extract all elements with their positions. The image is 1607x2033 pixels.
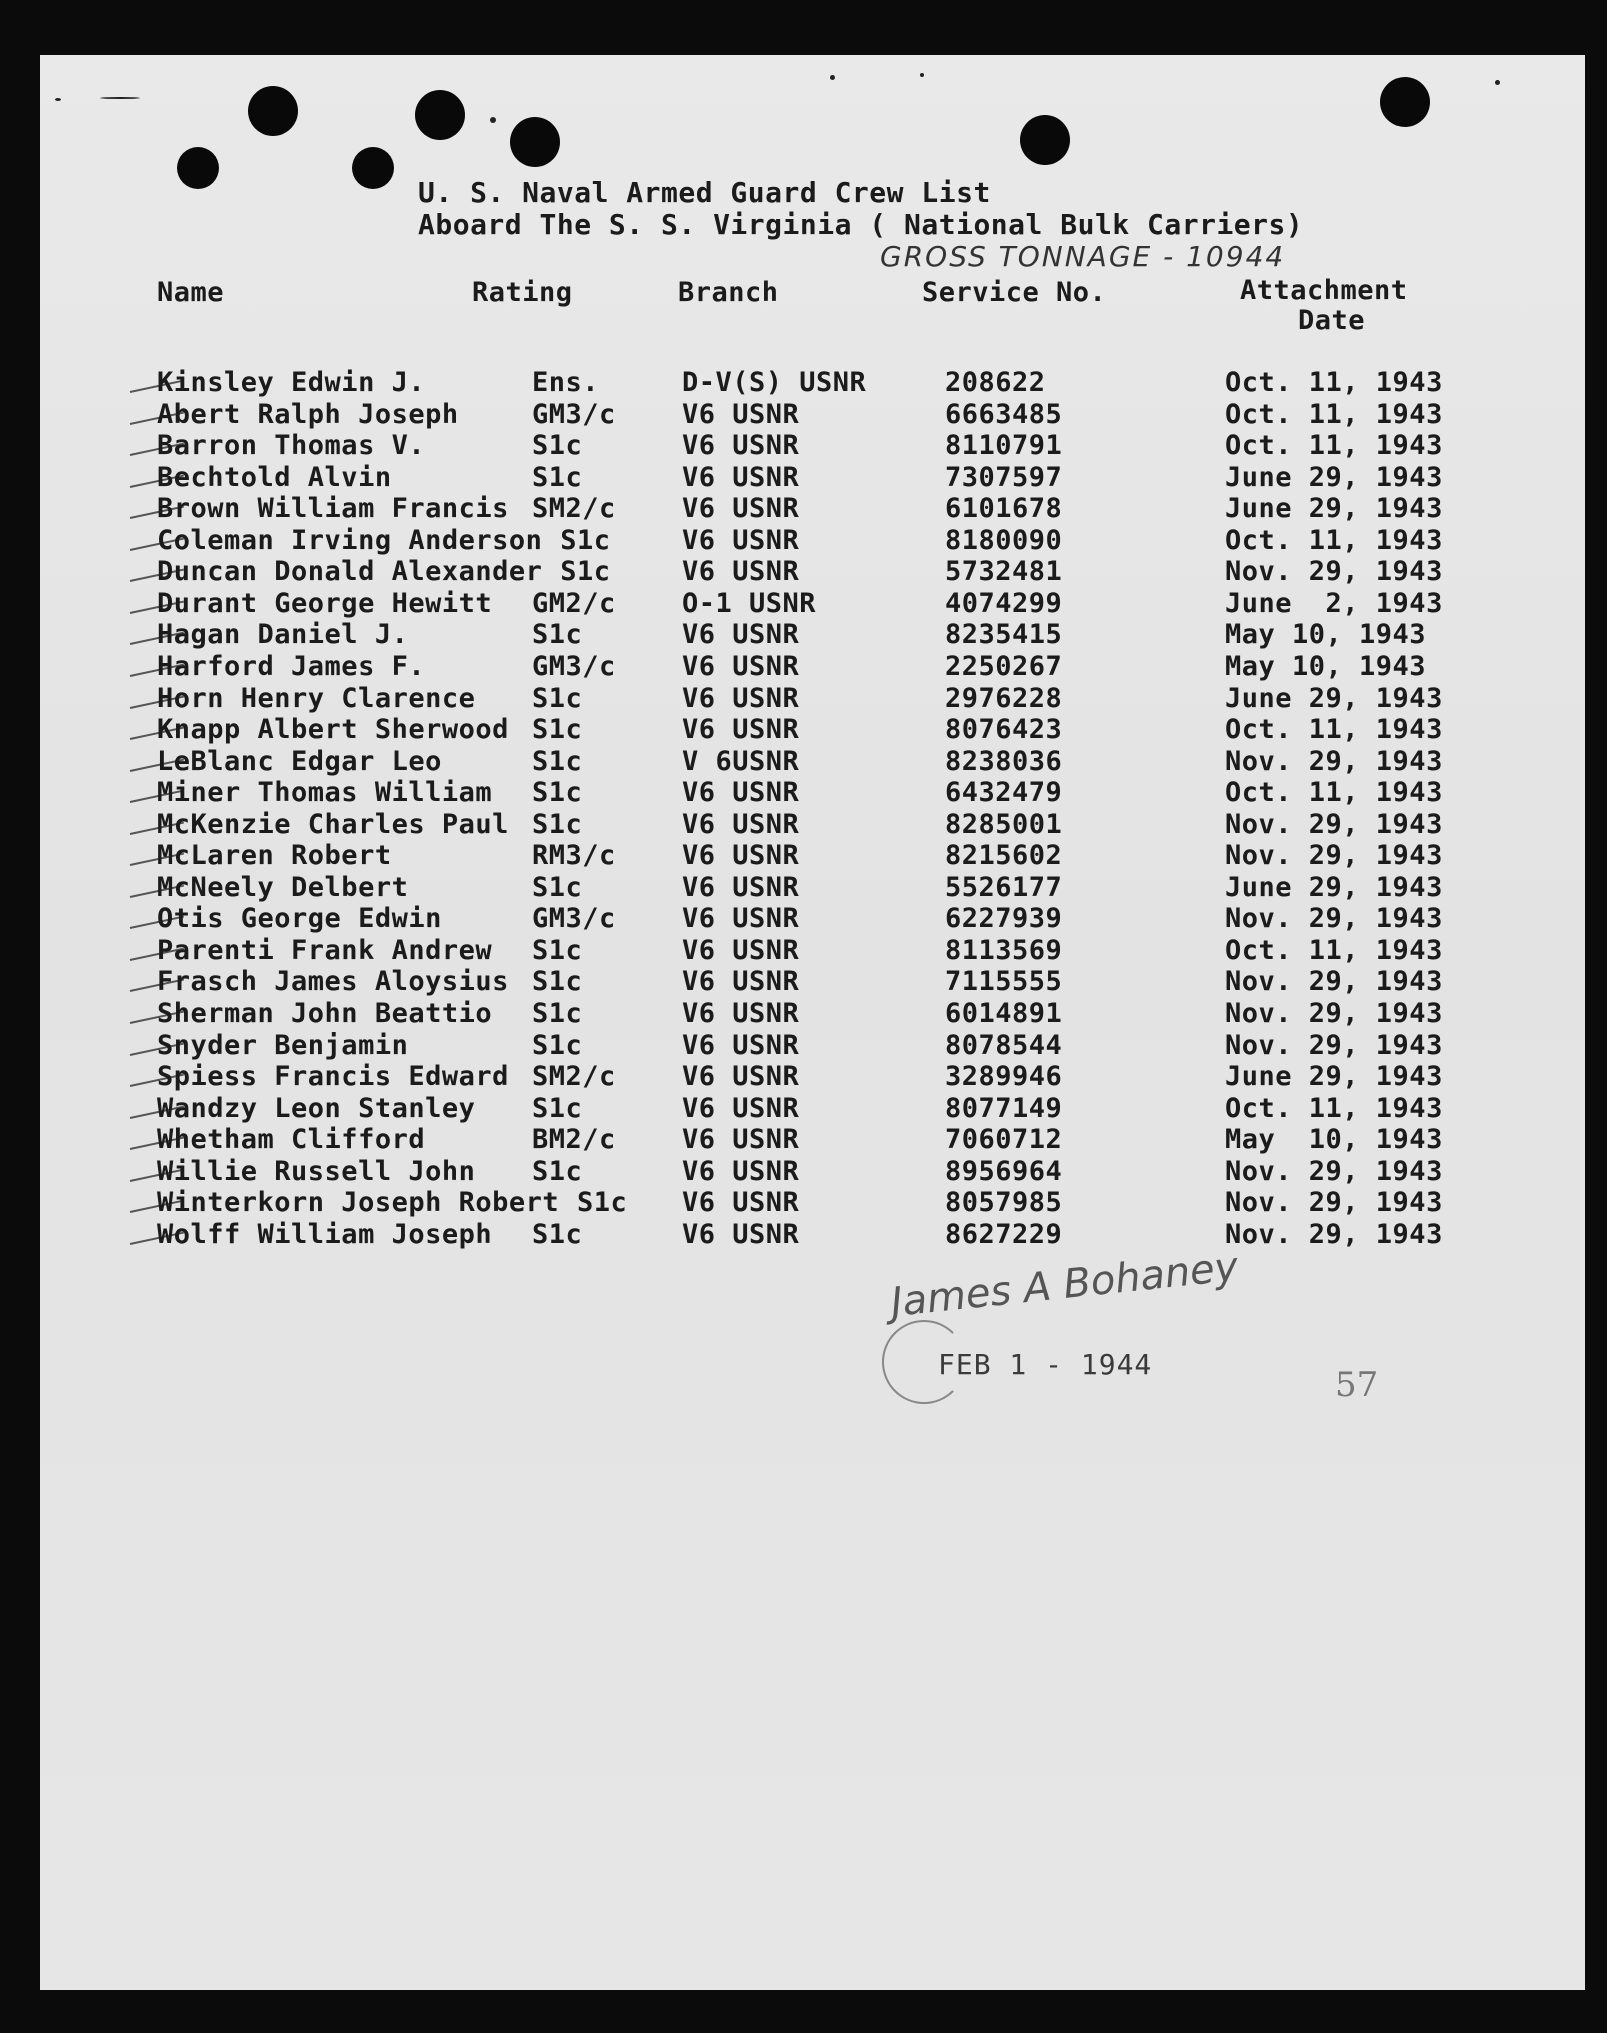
row-service-no: 8215602 bbox=[945, 840, 1063, 871]
column-header-rating: Rating bbox=[472, 277, 573, 308]
row-branch: V6 USNR bbox=[682, 809, 800, 840]
row-rating: GM3/c bbox=[532, 651, 616, 682]
row-rating: S1c bbox=[532, 966, 583, 997]
row-branch: V6 USNR bbox=[682, 1219, 800, 1250]
row-rating: S1c bbox=[532, 777, 583, 808]
column-header-branch: Branch bbox=[678, 277, 779, 308]
punch-hole bbox=[177, 147, 219, 189]
row-branch: V6 USNR bbox=[682, 1093, 800, 1124]
row-rating: GM2/c bbox=[532, 588, 616, 619]
punch-hole bbox=[1380, 77, 1430, 127]
punch-hole bbox=[248, 86, 298, 136]
row-name: LeBlanc Edgar Leo bbox=[157, 746, 442, 777]
row-date: Nov. 29, 1943 bbox=[1225, 809, 1443, 840]
row-date: Nov. 29, 1943 bbox=[1225, 1156, 1443, 1187]
row-rating: S1c bbox=[532, 998, 583, 1029]
column-header-attachment: Attachment bbox=[1240, 275, 1408, 306]
row-branch: V6 USNR bbox=[682, 998, 800, 1029]
row-name: Harford James F. bbox=[157, 651, 426, 682]
row-name: McNeely Delbert bbox=[157, 872, 409, 903]
row-branch: V6 USNR bbox=[682, 903, 800, 934]
row-name: Miner Thomas William bbox=[157, 777, 493, 808]
row-date: May 10, 1943 bbox=[1225, 1124, 1443, 1155]
row-date: Oct. 11, 1943 bbox=[1225, 399, 1443, 430]
row-name: Wolff William Joseph bbox=[157, 1219, 493, 1250]
row-service-no: 3289946 bbox=[945, 1061, 1063, 1092]
row-date: May 10, 1943 bbox=[1225, 619, 1427, 650]
row-name: Wandzy Leon Stanley bbox=[157, 1093, 476, 1124]
row-name: Spiess Francis Edward bbox=[157, 1061, 509, 1092]
row-rating: S1c bbox=[532, 1156, 583, 1187]
row-date: Oct. 11, 1943 bbox=[1225, 935, 1443, 966]
row-rating: S1c bbox=[577, 1187, 628, 1218]
column-header-date: Date bbox=[1298, 305, 1366, 336]
row-date: Oct. 11, 1943 bbox=[1225, 430, 1443, 461]
row-date: Nov. 29, 1943 bbox=[1225, 556, 1443, 587]
row-branch: V6 USNR bbox=[682, 1156, 800, 1187]
row-name: Bechtold Alvin bbox=[157, 462, 392, 493]
row-branch: V6 USNR bbox=[682, 714, 800, 745]
row-date: June 29, 1943 bbox=[1225, 462, 1443, 493]
received-date-stamp: FEB 1 - 1944 bbox=[938, 1348, 1153, 1381]
row-rating: S1c bbox=[560, 556, 611, 587]
row-service-no: 8110791 bbox=[945, 430, 1063, 461]
row-branch: V6 USNR bbox=[682, 619, 800, 650]
row-rating: S1c bbox=[560, 525, 611, 556]
row-date: Oct. 11, 1943 bbox=[1225, 714, 1443, 745]
row-service-no: 2250267 bbox=[945, 651, 1063, 682]
row-service-no: 6227939 bbox=[945, 903, 1063, 934]
punch-hole bbox=[1020, 115, 1070, 165]
row-rating: GM3/c bbox=[532, 399, 616, 430]
row-name: Snyder Benjamin bbox=[157, 1030, 409, 1061]
row-name: Brown William Francis bbox=[157, 493, 509, 524]
row-branch: V6 USNR bbox=[682, 935, 800, 966]
punch-hole bbox=[415, 90, 465, 140]
row-branch: V6 USNR bbox=[682, 651, 800, 682]
column-header-name: Name bbox=[157, 277, 225, 308]
row-branch: D-V(S) USNR bbox=[682, 367, 867, 398]
row-name: Willie Russell John bbox=[157, 1156, 476, 1187]
row-name: McLaren Robert bbox=[157, 840, 392, 871]
row-name: Parenti Frank Andrew bbox=[157, 935, 493, 966]
row-date: Oct. 11, 1943 bbox=[1225, 777, 1443, 808]
row-rating: Ens. bbox=[532, 367, 600, 398]
row-name: McKenzie Charles Paul bbox=[157, 809, 509, 840]
row-service-no: 7060712 bbox=[945, 1124, 1063, 1155]
row-name: Hagan Daniel J. bbox=[157, 619, 409, 650]
row-rating: SM2/c bbox=[532, 493, 616, 524]
row-name: Horn Henry Clarence bbox=[157, 683, 476, 714]
row-date: Nov. 29, 1943 bbox=[1225, 998, 1443, 1029]
row-service-no: 6101678 bbox=[945, 493, 1063, 524]
row-service-no: 8057985 bbox=[945, 1187, 1063, 1218]
row-rating: RM3/c bbox=[532, 840, 616, 871]
row-rating: S1c bbox=[532, 809, 583, 840]
row-service-no: 8235415 bbox=[945, 619, 1063, 650]
row-rating: SM2/c bbox=[532, 1061, 616, 1092]
row-rating: S1c bbox=[532, 1219, 583, 1250]
row-rating: S1c bbox=[532, 872, 583, 903]
row-name: Frasch James Aloysius bbox=[157, 966, 509, 997]
row-name: Coleman Irving Anderson bbox=[157, 525, 543, 556]
row-date: Oct. 11, 1943 bbox=[1225, 1093, 1443, 1124]
row-name: Otis George Edwin bbox=[157, 903, 442, 934]
row-service-no: 7115555 bbox=[945, 966, 1063, 997]
speck bbox=[100, 97, 140, 99]
row-branch: V6 USNR bbox=[682, 493, 800, 524]
row-service-no: 8076423 bbox=[945, 714, 1063, 745]
handwritten-tonnage-note: GROSS TONNAGE - 10944 bbox=[880, 240, 1286, 273]
punch-hole bbox=[352, 147, 394, 189]
row-date: Nov. 29, 1943 bbox=[1225, 746, 1443, 777]
column-header-service-no: Service No. bbox=[922, 277, 1107, 308]
row-rating: S1c bbox=[532, 683, 583, 714]
row-name: Knapp Albert Sherwood bbox=[157, 714, 509, 745]
row-branch: V6 USNR bbox=[682, 1030, 800, 1061]
row-branch: V6 USNR bbox=[682, 777, 800, 808]
row-service-no: 8180090 bbox=[945, 525, 1063, 556]
row-date: June 29, 1943 bbox=[1225, 1061, 1443, 1092]
document-title: U. S. Naval Armed Guard Crew List bbox=[418, 176, 991, 209]
row-service-no: 6663485 bbox=[945, 399, 1063, 430]
row-service-no: 8627229 bbox=[945, 1219, 1063, 1250]
row-service-no: 5732481 bbox=[945, 556, 1063, 587]
punch-hole bbox=[510, 117, 560, 167]
row-rating: S1c bbox=[532, 430, 583, 461]
row-date: June 29, 1943 bbox=[1225, 872, 1443, 903]
row-branch: V6 USNR bbox=[682, 840, 800, 871]
row-name: Sherman John Beattio bbox=[157, 998, 493, 1029]
row-name: Duncan Donald Alexander bbox=[157, 556, 543, 587]
row-service-no: 8285001 bbox=[945, 809, 1063, 840]
row-branch: V6 USNR bbox=[682, 966, 800, 997]
row-date: Nov. 29, 1943 bbox=[1225, 1030, 1443, 1061]
row-date: June 2, 1943 bbox=[1225, 588, 1443, 619]
row-branch: V6 USNR bbox=[682, 1124, 800, 1155]
speck bbox=[830, 75, 835, 80]
row-rating: GM3/c bbox=[532, 903, 616, 934]
row-rating: S1c bbox=[532, 1030, 583, 1061]
row-service-no: 8078544 bbox=[945, 1030, 1063, 1061]
row-name: Durant George Hewitt bbox=[157, 588, 493, 619]
row-service-no: 6432479 bbox=[945, 777, 1063, 808]
row-rating: S1c bbox=[532, 1093, 583, 1124]
row-service-no: 4074299 bbox=[945, 588, 1063, 619]
handwritten-signature: James A Bohaney bbox=[888, 1243, 1241, 1327]
row-branch: V6 USNR bbox=[682, 430, 800, 461]
speck bbox=[1495, 80, 1500, 85]
row-branch: V6 USNR bbox=[682, 872, 800, 903]
row-rating: S1c bbox=[532, 714, 583, 745]
row-date: Nov. 29, 1943 bbox=[1225, 1219, 1443, 1250]
row-branch: V6 USNR bbox=[682, 556, 800, 587]
row-rating: BM2/c bbox=[532, 1124, 616, 1155]
row-name: Barron Thomas V. bbox=[157, 430, 426, 461]
speck bbox=[55, 98, 61, 101]
row-branch: V 6USNR bbox=[682, 746, 800, 777]
row-service-no: 8238036 bbox=[945, 746, 1063, 777]
speck bbox=[920, 73, 924, 77]
row-name: Winterkorn Joseph Robert bbox=[157, 1187, 560, 1218]
row-name: Kinsley Edwin J. bbox=[157, 367, 426, 398]
row-service-no: 8956964 bbox=[945, 1156, 1063, 1187]
row-date: Nov. 29, 1943 bbox=[1225, 966, 1443, 997]
row-date: Nov. 29, 1943 bbox=[1225, 840, 1443, 871]
row-branch: V6 USNR bbox=[682, 1061, 800, 1092]
row-date: June 29, 1943 bbox=[1225, 683, 1443, 714]
row-rating: S1c bbox=[532, 619, 583, 650]
document-subtitle: Aboard The S. S. Virginia ( National Bulk Carriers) bbox=[418, 208, 1304, 241]
row-date: Oct. 11, 1943 bbox=[1225, 525, 1443, 556]
row-service-no: 5526177 bbox=[945, 872, 1063, 903]
row-date: June 29, 1943 bbox=[1225, 493, 1443, 524]
row-date: May 10, 1943 bbox=[1225, 651, 1427, 682]
row-name: Abert Ralph Joseph bbox=[157, 399, 459, 430]
row-branch: V6 USNR bbox=[682, 1187, 800, 1218]
row-rating: S1c bbox=[532, 935, 583, 966]
row-name: Whetham Clifford bbox=[157, 1124, 426, 1155]
row-date: Nov. 29, 1943 bbox=[1225, 903, 1443, 934]
row-branch: V6 USNR bbox=[682, 462, 800, 493]
speck bbox=[490, 117, 496, 123]
row-branch: O-1 USNR bbox=[682, 588, 817, 619]
row-rating: S1c bbox=[532, 462, 583, 493]
row-service-no: 7307597 bbox=[945, 462, 1063, 493]
row-date: Nov. 29, 1943 bbox=[1225, 1187, 1443, 1218]
row-service-no: 8113569 bbox=[945, 935, 1063, 966]
row-service-no: 208622 bbox=[945, 367, 1046, 398]
row-service-no: 2976228 bbox=[945, 683, 1063, 714]
row-service-no: 6014891 bbox=[945, 998, 1063, 1029]
row-service-no: 8077149 bbox=[945, 1093, 1063, 1124]
row-date: Oct. 11, 1943 bbox=[1225, 367, 1443, 398]
page-number: 57 bbox=[1335, 1365, 1379, 1405]
row-branch: V6 USNR bbox=[682, 683, 800, 714]
row-rating: S1c bbox=[532, 746, 583, 777]
row-branch: V6 USNR bbox=[682, 399, 800, 430]
row-branch: V6 USNR bbox=[682, 525, 800, 556]
